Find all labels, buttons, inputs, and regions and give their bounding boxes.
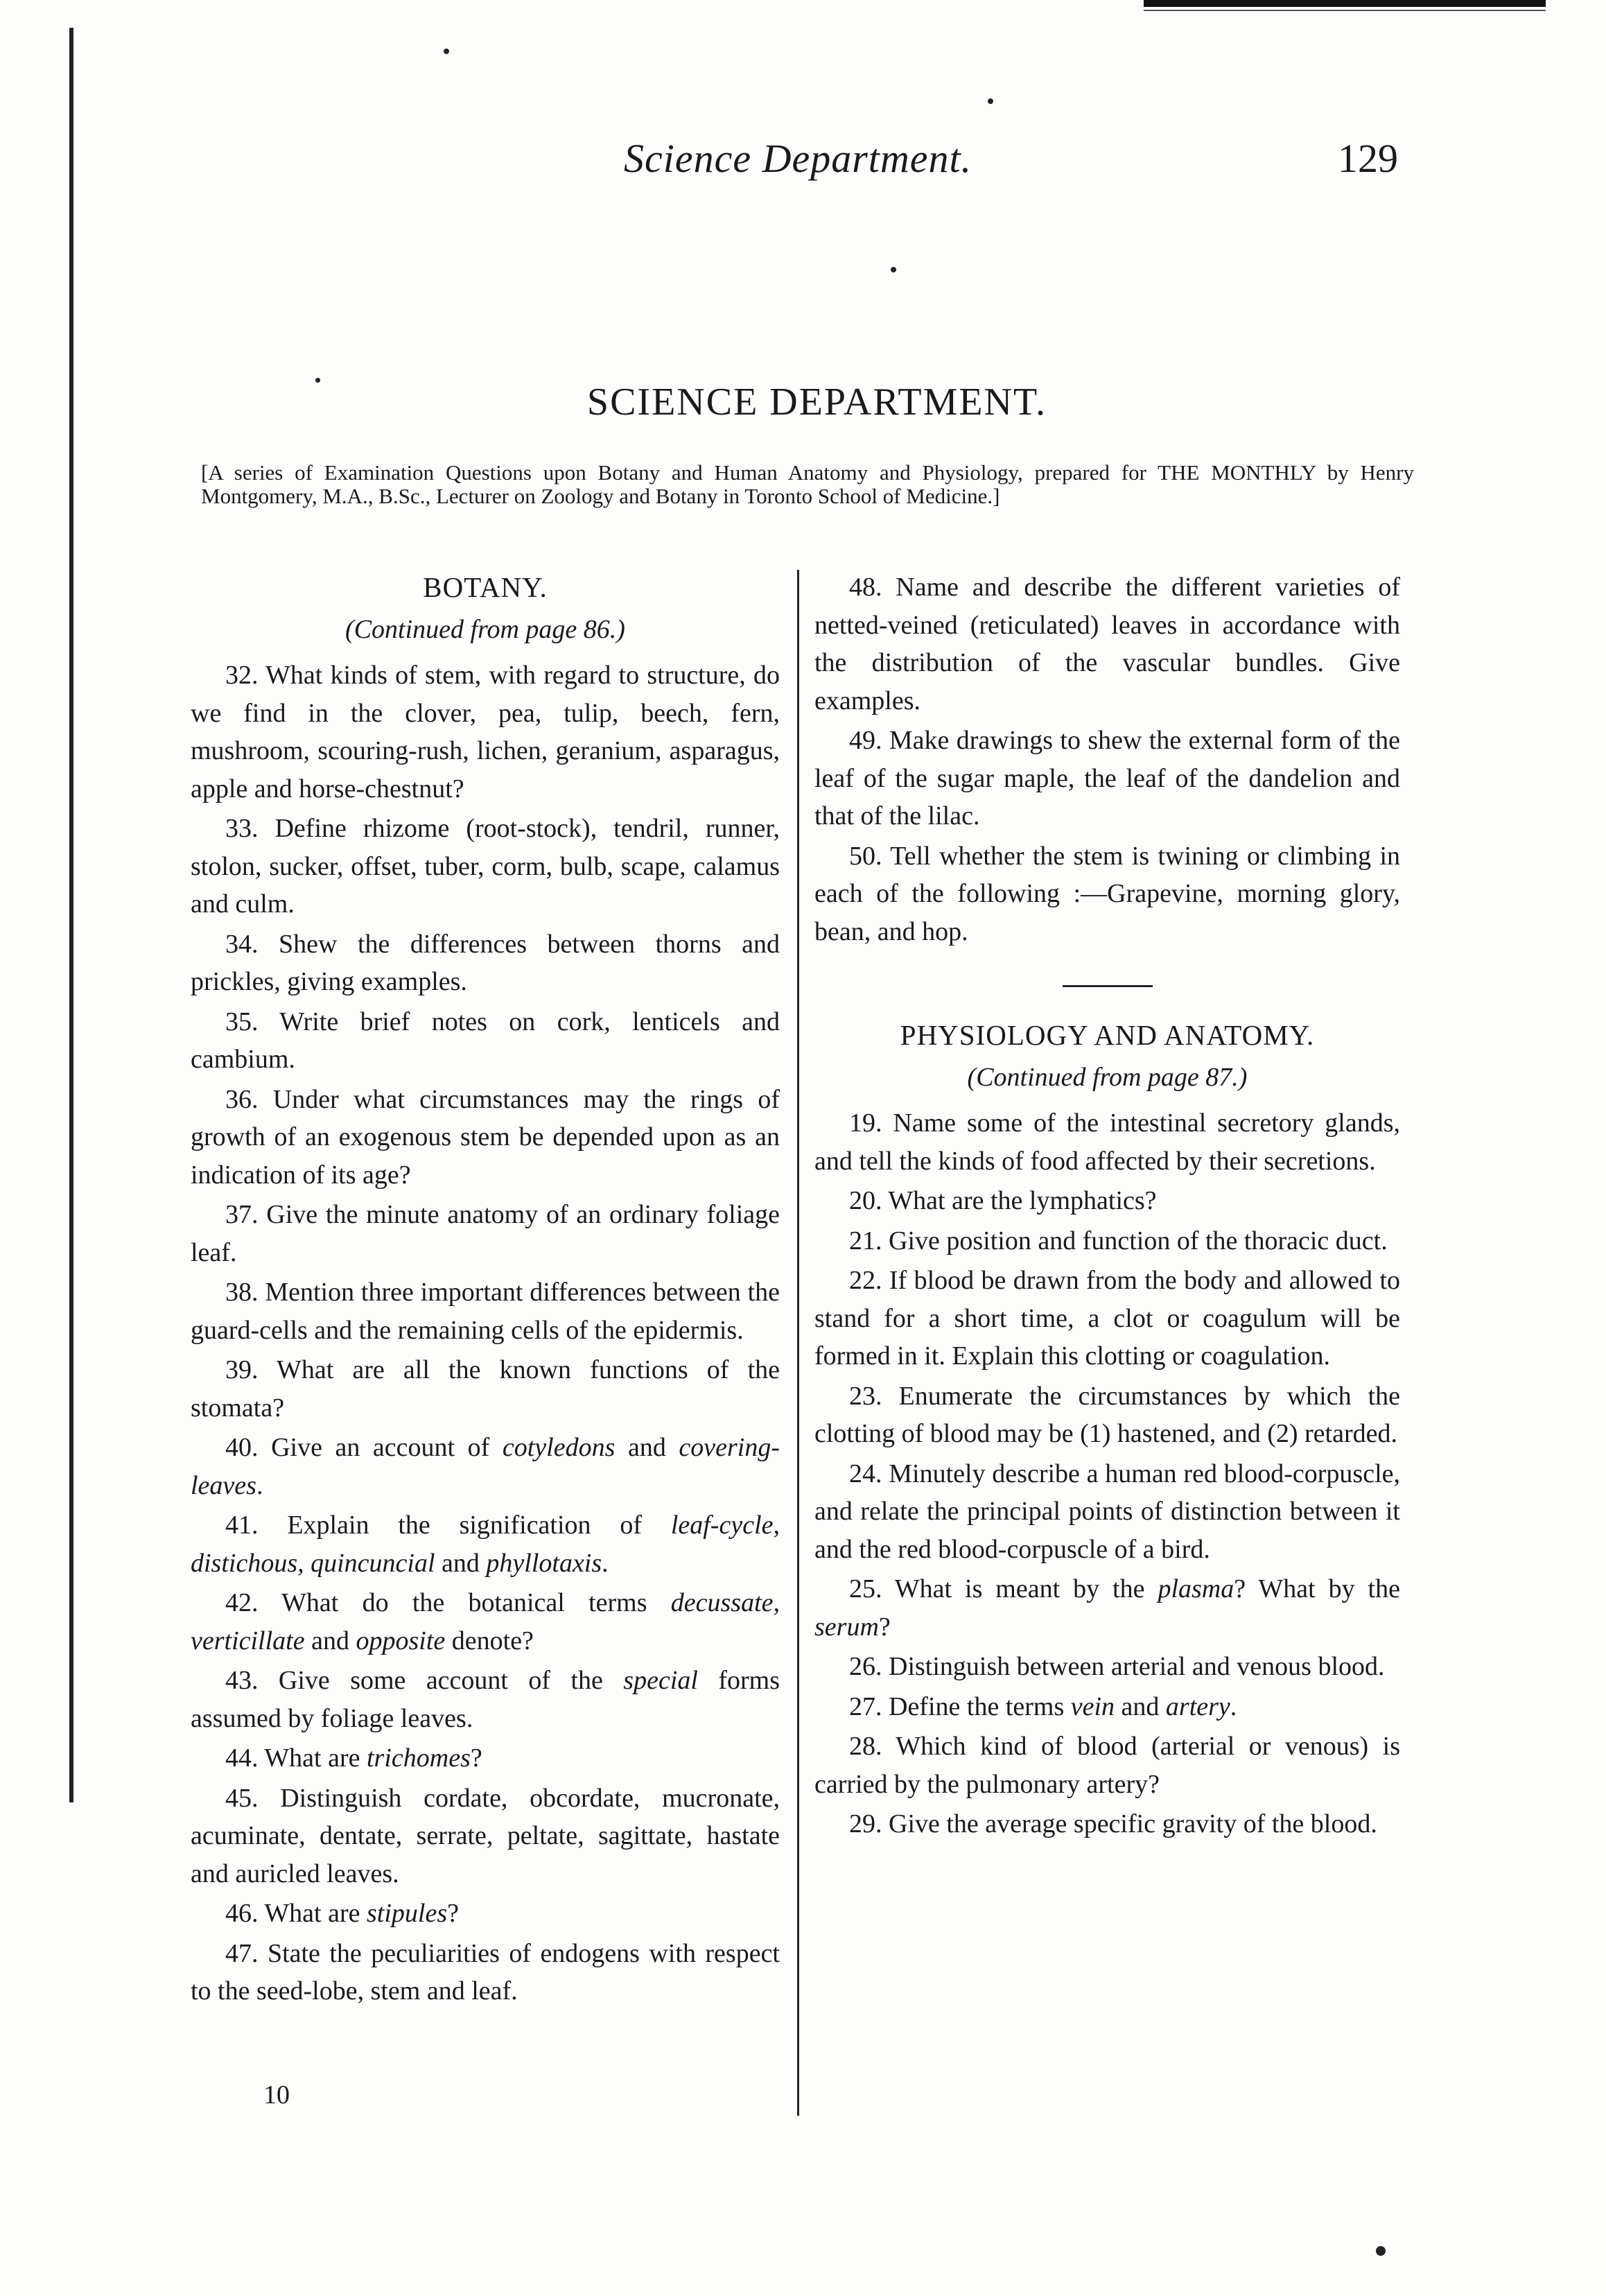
italic-term: special xyxy=(623,1666,698,1695)
question-text: 46. What are xyxy=(225,1899,367,1928)
physiology-continued: (Continued from page 87.) xyxy=(967,1062,1248,1092)
question-text: 41. Explain the signification of xyxy=(225,1511,671,1540)
question: 32. What kinds of stem, with regard to structure, do we find in the clover, pea, tulip, beech, fern, mushroom, scouring-rush, lichen, geranium, asparagus, apple and horse-chestnut? xyxy=(191,661,780,803)
question: 23. Enumerate the circumstances by which the clotting of blood may be (1) hastened, and (2) retarded. xyxy=(814,1381,1400,1448)
question-text: ? xyxy=(447,1899,459,1928)
question: 22. If blood be drawn from the body and allowed to stand for a short time, a clot or coagulum will be formed in it. Explain this clotting or coagulation. xyxy=(814,1266,1400,1371)
question xyxy=(191,1739,780,1777)
botany-title: BOTANY. xyxy=(423,571,548,603)
department-title: SCIENCE DEPARTMENT. xyxy=(586,381,1047,424)
italic-term: trichomes xyxy=(367,1743,471,1773)
question-text: 25. What is meant by the xyxy=(849,1574,1158,1603)
italic-term: stipules xyxy=(367,1899,448,1928)
question: 38. Mention three important differences between the guard-cells and the remaining cells of the epidermis. xyxy=(191,1278,780,1345)
question xyxy=(191,1506,780,1582)
question: 49. Make drawings to shew the external form of the leaf of the sugar maple, the leaf of the dandelion and that of the lilac. xyxy=(814,726,1400,830)
question: 24. Minutely describe a human red blood-corpuscle, and relate the principal points of distinction between it and the red blood-corpuscle of a bird. xyxy=(814,1459,1400,1564)
question: 26. Distinguish between arterial and venous blood. xyxy=(849,1652,1385,1681)
running-head: Science Department. xyxy=(624,136,972,181)
left-column xyxy=(191,568,780,2012)
question: 48. Name and describe the different varieties of netted-veined (reticulated) leaves in accordance with the distribution of the vascular bundles. Give examples. xyxy=(814,573,1400,715)
question-text: ? xyxy=(878,1612,891,1642)
question-text: ? xyxy=(470,1743,482,1773)
question xyxy=(191,1429,780,1504)
question-text: and xyxy=(304,1626,356,1655)
question: 50. Tell whether the stem is twining or climbing in each of the following :—Grapevine, morning glory, bean, and hop. xyxy=(814,841,1400,946)
question-text: ? What by the xyxy=(1234,1574,1400,1603)
italic-term: plasma xyxy=(1158,1574,1234,1603)
question: 21. Give position and function of the thoracic duct. xyxy=(849,1226,1388,1255)
italic-term: decussate, verticillate xyxy=(191,1588,780,1655)
question: 36. Under what circumstances may the rings of growth of an exogenous stem be depended upon as an indication of its age? xyxy=(191,1084,780,1190)
italic-term: serum xyxy=(814,1612,879,1642)
italic-term: opposite xyxy=(356,1626,446,1655)
italic-term: covering-leaves xyxy=(191,1433,780,1500)
question: 20. What are the lymphatics? xyxy=(849,1186,1157,1215)
page-number: 129 xyxy=(1338,136,1398,181)
question-text: and xyxy=(435,1548,487,1578)
question: 33. Define rhizome (root-stock), tendril, runner, stolon, sucker, offset, tuber, corm, bulb, scape, calamus and culm. xyxy=(191,814,780,919)
question-text: 40. Give an account of xyxy=(225,1433,503,1462)
question-text: 27. Define the terms xyxy=(849,1691,1071,1721)
scan-speck xyxy=(988,98,993,104)
question: 39. What are all the known functions of the stomata? xyxy=(191,1355,780,1423)
botany-continued: (Continued from page 86.) xyxy=(345,614,625,644)
question: 34. Shew the differences between thorns and prickles, giving examples. xyxy=(191,929,780,996)
question: 29. Give the average specific gravity of the blood. xyxy=(849,1809,1377,1838)
question: 28. Which kind of blood (arterial or venous) is carried by the pulmonary artery? xyxy=(814,1732,1400,1799)
question-text: and xyxy=(615,1433,679,1462)
scan-speck xyxy=(891,267,896,272)
italic-term: leaf-cycle, distichous, quincuncial xyxy=(191,1511,780,1578)
question-text: forms assumed by foliage leaves. xyxy=(191,1666,780,1733)
scan-speck xyxy=(444,49,449,54)
physiology-title: PHYSIOLOGY AND ANATOMY. xyxy=(900,1019,1315,1051)
section-divider xyxy=(1063,985,1153,987)
question-text: denote? xyxy=(445,1626,534,1655)
scan-speck xyxy=(315,378,320,383)
question xyxy=(814,1688,1400,1726)
question-text: 42. What do the botanical terms xyxy=(225,1588,671,1617)
intro-note: [A series of Examination Questions upon Botany and Human Anatomy and Physiology, prepared for THE MONTHLY by Henry Montgomery, M.A., B.Sc., Lecturer on Zoology and Botany in Toronto School of Medicine.] xyxy=(201,460,1414,508)
top-rule-thin xyxy=(1144,10,1546,11)
right-column xyxy=(814,568,1400,1845)
question: 19. Name some of the intestinal secretory glands, and tell the kinds of food affected by their secretions. xyxy=(814,1108,1400,1176)
italic-term: phyllotaxis xyxy=(486,1548,602,1578)
signature-mark: 10 xyxy=(263,2080,290,2110)
question-text: . xyxy=(256,1470,263,1500)
question-text: 44. What are xyxy=(225,1743,367,1773)
question: 47. State the peculiarities of endogens with respect to the seed-lobe, stem and leaf. xyxy=(191,1938,780,2006)
question-text: and xyxy=(1115,1691,1166,1721)
italic-term: artery xyxy=(1165,1691,1230,1721)
question: 37. Give the minute anatomy of an ordinary foliage leaf. xyxy=(191,1200,780,1267)
question xyxy=(191,1584,780,1660)
column-divider xyxy=(797,570,799,2116)
italic-term: vein xyxy=(1070,1691,1115,1721)
italic-term: cotyledons xyxy=(502,1433,616,1462)
question xyxy=(814,1570,1400,1646)
question-text: . xyxy=(602,1548,609,1578)
question-text: . xyxy=(1230,1691,1237,1721)
question: 35. Write brief notes on cork, lenticels and cambium. xyxy=(191,1007,780,1074)
left-margin-rule xyxy=(69,28,73,1802)
scan-speck xyxy=(1376,2246,1386,2256)
question: 45. Distinguish cordate, obcordate, mucronate, acuminate, dentate, serrate, peltate, sagittate, hastate and auricled leaves. xyxy=(191,1783,780,1888)
top-rule xyxy=(1144,0,1546,7)
question-text: 43. Give some account of the xyxy=(225,1666,624,1695)
question xyxy=(191,1895,780,1933)
question xyxy=(191,1662,780,1737)
